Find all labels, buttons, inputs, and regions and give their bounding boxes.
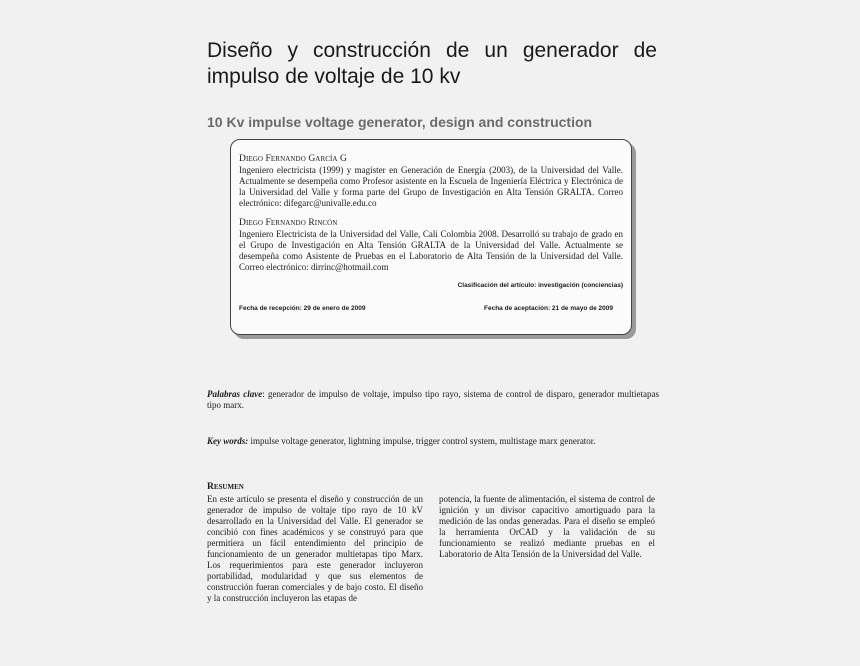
- paper-title: Diseño y construcción de un generador de impulso de voltaje de 10 kv: [207, 39, 657, 88]
- dates-row: [239, 305, 623, 312]
- palabras-clave-text: : generador de impulso de voltaje, impulso tipo rayo, sistema de control de disparo, generador multietapas tipo marx.: [207, 389, 659, 410]
- article-classification: Clasificación del artículo: investigación (conciencias): [457, 282, 623, 289]
- key-words-text: impulse voltage generator, lightning impulse, trigger control system, multistage marx generator.: [248, 436, 596, 446]
- author-description: Ingeniero Electricista de la Universidad del Valle, Cali Colombia 2008. Desarrolló su trabajo de grado en el Grupo de Investigación en Alta Tensión GRALTA de la Universidad del Valle. Actualmente se desempeña como Asistente de Pruebas en el Laboratorio de Alta Tensión de la Universidad del Valle. Correo electrónico: dirrinc@hotmail.com: [239, 229, 623, 272]
- author-name: Diego Fernando Rincón: [239, 218, 338, 228]
- key-words-paragraph: [207, 436, 659, 447]
- acceptance-date: Fecha de aceptación: 21 de mayo de 2009: [484, 305, 613, 312]
- palabras-clave-paragraph: [207, 389, 659, 411]
- resumen-column-right: potencia, la fuente de alimentación, el sistema de control de ignición y un divisor capacitivo amortiguado para la medición de las ondas generadas. Para el diseño se empleó la herramienta OrCAD y la validación de su funcionamiento se realizó mediante pruebas en el Laboratorio de Alta Tensión de la Universidad del Valle.: [439, 494, 655, 559]
- author-description: Ingeniero electricista (1999) y magíster en Generación de Energía (2003), de la Universidad del Valle. Actualmente se desempeña como Profesor asistente en la Escuela de Ingeniería Eléctrica y Electrónica de la Universidad del Valle y forma parte del Grupo de Investigación en Alta Tensión GRALTA. Correo electrónico: difegarc@univalle.edu.co: [239, 165, 623, 208]
- author-name: Diego Fernando García G: [239, 154, 348, 164]
- author-info-box: [230, 139, 632, 335]
- paper-subtitle-english: 10 Kv impulse voltage generator, design and construction: [207, 114, 593, 130]
- resumen-column-left: En este artículo se presenta el diseño y construcción de un generador de impulso de voltaje tipo rayo de 10 kV desarrollado en la Universidad del Valle. El generador se concibió con fines académicos y se construyó para que permitiera un fácil entendimiento del principio de funcionamiento de un generador multietapas tipo Marx. Los requerimientos para este generador incluyeron portabilidad, modularidad y que sus elementos de construcción fueran comerciales y de bajo costo. El diseño y la construcción incluyeron las etapas de: [207, 494, 423, 603]
- key-words-label: Key words:: [207, 436, 249, 446]
- resumen-heading: Resumen: [207, 482, 244, 492]
- reception-date: Fecha de recepción: 29 de enero de 2009: [239, 305, 366, 312]
- palabras-clave-label: Palabras clave: [207, 389, 263, 399]
